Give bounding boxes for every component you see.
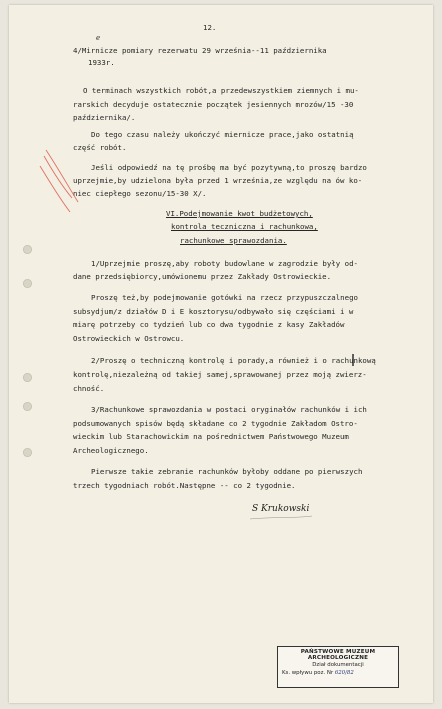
- stamp-department: Dział dokumentacji: [312, 662, 364, 668]
- paragraph-line: podsumowanych spisów będą składane co 2 tygodnie Zakładom Ostro-: [73, 419, 358, 428]
- stamp-entry-number: 620/82: [334, 670, 354, 676]
- section-heading: VI.Podejmowanie kwot budżetowych,: [166, 209, 313, 218]
- paragraph-line: trzech tygodniach robót.Następne -- co 2 tygodnie.: [73, 481, 296, 490]
- paragraph-line: subsydjum/z działów D i E kosztorysu/odbywało się częściami i w: [73, 307, 354, 316]
- paragraph-line: rarskich decyduje ostatecznie początek jesiennych mrozów/15 -30: [73, 100, 354, 109]
- paragraph-line: Archeologicznego.: [73, 446, 149, 455]
- paragraph-line: część robót.: [73, 143, 127, 152]
- archive-stamp: [277, 646, 399, 688]
- paragraph-line: Do tego czasu należy ukończyć miernicze prace,jako ostatnią: [91, 130, 354, 139]
- paragraph-line: niec ciepłego sezonu/15-30 X/.: [73, 189, 207, 198]
- paragraph-line: dane przedsiębiorcy,umówionemu przez Zakłady Ostrowieckie.: [73, 272, 332, 281]
- stamp-entry-label: Ks. wpływu poz. Nr: [282, 670, 334, 676]
- stamp-institution: PAŃSTWOWE MUZEUM ARCHEOLOGICZNE: [300, 649, 376, 661]
- section-heading: rachunkowe sprawozdania.: [180, 236, 287, 245]
- paragraph-line: 2/Proszę o techniczną kontrolę i porady,a również i o rachunkową: [91, 356, 376, 365]
- page-number: 12.: [203, 23, 217, 32]
- paragraph-line: 3/Rachunkowe sprawozdania w postaci oryginałów rachunków i ich: [91, 405, 367, 414]
- paragraph-line: 4/Mirnicze pomiary rezerwatu 29 września--11 października: [73, 46, 327, 55]
- paragraph-line: uprzejmie,by udzielona była przed 1 września,ze względu na ów ko-: [73, 176, 363, 185]
- section-heading: kontrola teczniczna i rachunkowa,: [171, 222, 318, 231]
- stamp-entry: [282, 670, 398, 676]
- handwritten-correction: e: [96, 34, 101, 42]
- paragraph-line: 1933r.: [88, 58, 115, 67]
- paragraph-line: Pierwsze takie zebranie rachunków byłoby oddane po pierwszych: [91, 467, 363, 476]
- paragraph-line: października/.: [73, 113, 136, 122]
- paragraph-line: 1/Uprzejmie proszę,aby roboty budowlane w zagrodzie były od-: [91, 259, 358, 268]
- red-pencil-mark: [40, 150, 78, 212]
- paragraph-line: kontrolę,niezależną od takiej samej,sprawowanej przez moją zwierz-: [73, 370, 367, 379]
- paragraph-line: O terminach wszystkich robót,a przedewszystkiem ziemnych i mu-: [83, 86, 359, 95]
- paragraph-line: Jeśli odpowiedź na tę prośbę ma być pozytywną,to proszę bardzo: [91, 163, 367, 172]
- paragraph-line: chność.: [73, 384, 105, 393]
- paragraph-line: miarę potrzeby co tydzień lub co dwa tygodnie z kasy Zakładów: [73, 320, 345, 329]
- paragraph-line: wieckim lub Starachowickim na pośrednictwem Państwowego Muzeum: [73, 432, 349, 441]
- paragraph-line: Proszę też,by podejmowanie gotówki na rzecz przypuszczalnego: [91, 293, 358, 302]
- signature: S Krukowski: [252, 504, 310, 514]
- paragraph-line: Ostrowieckich w Ostrowcu.: [73, 334, 185, 343]
